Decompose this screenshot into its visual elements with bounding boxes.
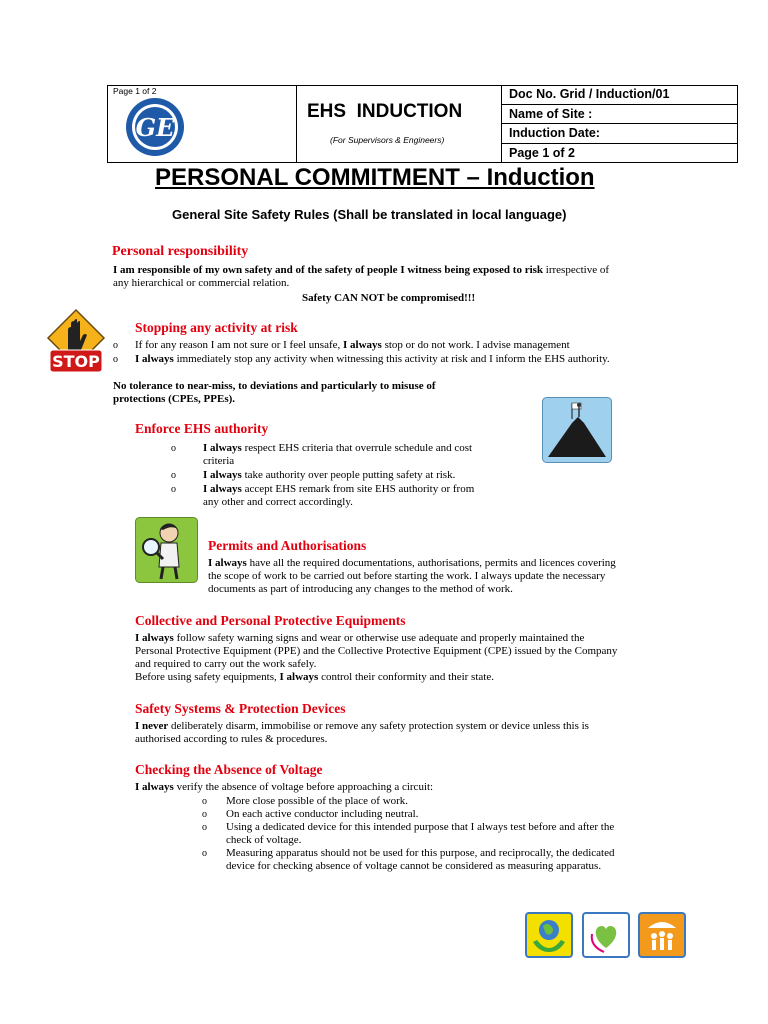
text: On each active conductor including neutral.	[226, 808, 419, 820]
bullet: o	[171, 470, 176, 481]
text: take authority over people putting safety at risk.	[241, 469, 456, 481]
text: respect EHS criteria that overrule schedule and cost	[241, 442, 473, 454]
magnifying-glass-inspector-icon	[135, 517, 198, 583]
bold-text: I always	[208, 557, 247, 569]
permits-text	[208, 557, 708, 596]
induction-date-label: Induction Date:	[509, 126, 600, 140]
divider	[501, 86, 502, 162]
bold-text: I always	[135, 781, 174, 793]
mountain-summit-icon	[542, 397, 612, 463]
list-item	[113, 339, 733, 352]
main-title	[155, 164, 595, 192]
list-item	[171, 469, 531, 482]
text: check of voltage.	[226, 834, 302, 846]
bold-text: I always	[135, 632, 174, 644]
text: device for checking absence of voltage cannot be considered as measuring apparatus.	[226, 860, 602, 872]
voltage-list	[202, 795, 702, 873]
site-name-label: Name of Site :	[509, 107, 593, 121]
safety-people-helmet-icon	[638, 912, 686, 958]
divider	[501, 123, 737, 124]
stop-sign-text: STOP	[52, 352, 100, 371]
bold-text: I always	[203, 483, 242, 495]
section-heading-personal-responsibility: Personal responsibility	[112, 244, 249, 259]
text: control their conformity and their state.	[318, 671, 494, 683]
section-heading-stopping: Stopping any activity at risk	[135, 320, 298, 335]
list-item	[171, 483, 531, 509]
bullet: o	[171, 443, 176, 454]
stopping-list	[113, 339, 733, 366]
section-heading-absence-of-voltage: Checking the Absence of Voltage	[135, 762, 323, 777]
text: Using a dedicated device for this intended purpose that I always test before and after the	[226, 821, 615, 833]
text: criteria	[203, 455, 235, 467]
divider	[296, 86, 297, 162]
bullet: o	[202, 848, 207, 859]
text: authorised according to rules & procedures.	[135, 733, 328, 745]
text: the scope of work to be carried out before starting the work. I always update the necessary	[208, 570, 606, 582]
text: deliberately disarm, immobilise or remove any safety protection system or device unless this is	[168, 720, 589, 732]
text: documents as part of introducing any changes to the method of work.	[208, 583, 513, 595]
text: Personal Protective Equipment (PPE) and the Collective Protective Equipment (CPE) issued by the Company	[135, 645, 618, 657]
text: Before using safety equipments,	[135, 671, 280, 683]
safety-statement: Safety CAN NOT be compromised!!!	[302, 292, 476, 304]
enforce-list	[171, 442, 531, 509]
main-title-part2: Induction	[486, 164, 595, 191]
ge-logo	[125, 97, 185, 157]
subheading: General Site Safety Rules (Shall be translated in local language)	[172, 207, 567, 222]
no-tolerance-text	[113, 380, 513, 406]
text: accept EHS remark from site EHS authority or from	[241, 483, 475, 495]
text: Measuring apparatus should not be used for this purpose, and reciprocally, the dedicated	[226, 847, 615, 859]
text: immediately stop any activity when witnessing this activity at risk and I inform the EHS authority.	[173, 353, 610, 365]
doc-number: Doc No. Grid / Induction/01	[509, 87, 670, 101]
text: protections (CPEs, PPEs).	[113, 393, 236, 405]
bold-text: I always	[203, 442, 242, 454]
bold-text: I always	[203, 469, 242, 481]
bold-text: I always	[279, 671, 319, 683]
text: More close possible of the place of work.	[226, 795, 409, 807]
text: any other and correct accordingly.	[203, 496, 353, 508]
bullet: o	[113, 354, 118, 365]
list-item	[113, 353, 733, 366]
protective-equipment-text	[135, 632, 735, 684]
health-heart-icon	[582, 912, 630, 958]
bold-text: I always	[343, 339, 382, 351]
voltage-intro	[135, 781, 735, 794]
personal-responsibility-text	[113, 264, 713, 290]
section-heading-safety-systems: Safety Systems & Protection Devices	[135, 701, 346, 716]
environment-globe-icon	[525, 912, 573, 958]
page-number: Page 1 of 2	[509, 146, 575, 160]
text: If for any reason I am not sure or I feel unsafe,	[135, 339, 343, 351]
header-table	[107, 85, 738, 163]
text: have all the required documentations, authorisations, permits and licences covering	[246, 557, 616, 569]
bullet: o	[202, 822, 207, 833]
section-heading-enforce-ehs: Enforce EHS authority	[135, 421, 269, 436]
section-heading-permits: Permits and Authorisations	[208, 538, 367, 553]
text: irrespective of	[543, 264, 609, 276]
page-number-small: Page 1 of 2	[113, 86, 157, 96]
text: verify the absence of voltage before approaching a circuit:	[173, 781, 434, 793]
bullet: o	[202, 796, 207, 807]
document-subtitle: (For Supervisors & Engineers)	[330, 135, 445, 145]
bold-text: I am responsible of my own safety and of the safety of people I witness being exposed to risk	[113, 264, 544, 276]
list-item	[202, 795, 702, 808]
text: and required to carry out the work safely.	[135, 658, 317, 670]
text: any hierarchical or commercial relation.	[113, 277, 290, 289]
text: stop or do not work. I advise management	[381, 339, 570, 351]
list-item	[202, 847, 702, 873]
section-heading-protective-equipment: Collective and Personal Protective Equipments	[135, 613, 406, 628]
text: follow safety warning signs and wear or otherwise use adequate and properly maintained the	[173, 632, 585, 644]
main-title-part1: PERSONAL COMMITMENT –	[155, 164, 487, 191]
list-item	[202, 821, 702, 847]
bold-text: I never	[135, 720, 169, 732]
stop-hand-icon	[46, 308, 106, 376]
safety-systems-text	[135, 720, 735, 746]
bullet: o	[113, 340, 118, 351]
divider	[501, 104, 737, 105]
list-item	[202, 808, 702, 821]
text: No tolerance to near-miss, to deviations and particularly to misuse of	[113, 380, 436, 392]
bullet: o	[202, 809, 207, 820]
divider	[501, 143, 737, 144]
bold-text: I always	[135, 353, 174, 365]
list-item	[171, 442, 531, 468]
ge-logo-text: GE	[135, 113, 175, 142]
document-title: EHS INDUCTION	[307, 101, 463, 122]
bullet: o	[171, 484, 176, 495]
